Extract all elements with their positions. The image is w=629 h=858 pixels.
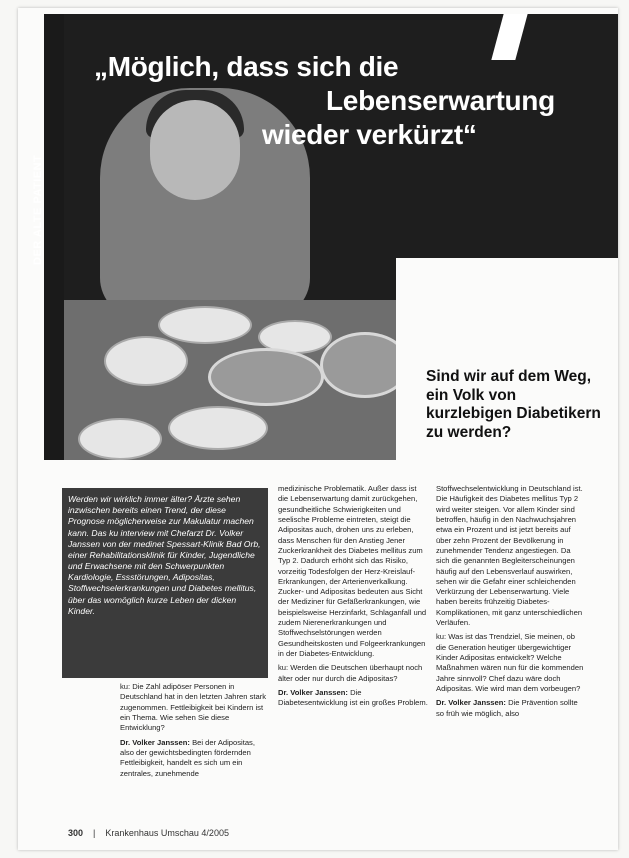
intro-text: Werden wir wirklich immer älter? Ärzte sehen inzwischen bereits einen Trend, der diese Prognose möglicherweise zur Makulatur machen kann. Das ku interview mit Chefarzt Dr. Volker Janssen von der medinet Spessart-Klinik Bad Orb, einer Rehabilitationsklinik für Kinder, Jugendliche und Erwachsene mit den Schwerpunkten Kardiologie, Essstörungen, Adipositas, Stoffwechselerkrankungen und Diabetes mellitus, über das womöglich kurze Leben der dicken Kinder. <box>68 494 261 616</box>
page-footer <box>68 828 229 838</box>
paragraph-text: ku: Werden die Deutschen überhaupt noch älter oder nur durch die Adipositas? <box>278 663 423 683</box>
section-band <box>44 14 64 460</box>
photo-plate <box>168 406 268 450</box>
torn-paper-mark <box>491 14 528 60</box>
speaker-name: Dr. Volker Janssen: <box>120 737 190 747</box>
footer-divider: | <box>93 828 96 838</box>
pull-question: Sind wir auf dem Weg, ein Volk von kurzlebigen Diabetikern zu werden? <box>426 368 601 441</box>
paragraph-text: ku: Was ist das Trendziel, Sie meinen, ob die Generation heutiger übergewichtiger Kinder Adipositas entwickelt? Welche Maßnahmen wären nun für die kommenden Jahre sinnvoll? Chef dazu wäre doch Adipositas. Wie wird man dem vorbeugen? <box>436 632 584 693</box>
speaker-name: Dr. Volker Janssen: <box>278 687 348 697</box>
paragraph-text: Bei der Adipositas, also der gewichtsbedingten fördernden Fettleibigkeit, handelt es sich um ein zentrales, zunehmende <box>120 737 255 778</box>
paragraph-text: Die Prävention sollte so früh wie möglich, also <box>436 698 578 718</box>
photo-plate <box>104 336 188 386</box>
photo-cake <box>208 348 324 406</box>
headline-line-3: wieder verkürzt“ <box>262 119 477 150</box>
photo-plate <box>78 418 162 460</box>
text-column-3 <box>436 484 586 723</box>
section-label: DER ALTE PATIENT <box>32 154 44 265</box>
publication-name: Krankenhaus Umschau 4/2005 <box>105 828 229 838</box>
paragraph <box>120 738 270 779</box>
paragraph <box>120 682 270 734</box>
headline-line-2: Lebenserwartung <box>326 85 555 116</box>
photo-woman-head <box>150 100 240 200</box>
text-column-2 <box>278 484 428 713</box>
paragraph <box>436 632 586 694</box>
speaker-name: Dr. Volker Janssen: <box>436 698 506 708</box>
paragraph-text: Stoffwechselentwicklung in Deutschland ist. Die Häufigkeit des Diabetes mellitus Typ 2 wird weiter steigen. Vor allem Kinder sind betroffen, häufig in den Nachwuchsjahren etwa ein Prozent und ist jetzt bereits auf über zehn Prozent der Bevölkerung in zunehmender Tendenz angestiegen. Da sich die genannten Begleiterscheinungen häufig auf den Lebensverlauf auswirken, sehen wir die Gefahr einer schleichenden Verkürzung der Lebenserwartung. Viele haben bereits frühzeitig Diabetes-Komplikationen, mit ganz unterschiedlichen Verläufen. <box>436 484 583 628</box>
paragraph <box>436 698 586 719</box>
paragraph <box>278 484 428 659</box>
text-column-1 <box>120 682 270 783</box>
paragraph-text: Die Diabetesentwicklung ist ein großes Problem. <box>278 687 428 708</box>
page-number: 300 <box>68 828 84 838</box>
photo-plate <box>158 306 252 344</box>
paragraph-text: ku: Die Zahl adipöser Personen in Deutschland hat in den letzten Jahren stark zugenommen. Fettleibigkeit bei Kindern ist ein Thema. Wie sehen Sie diese Entwicklung? <box>120 682 267 733</box>
paragraph <box>278 663 428 684</box>
paragraph <box>436 484 586 628</box>
paragraph <box>278 688 428 709</box>
paragraph-text: medizinische Problematik. Außer dass ist die Lebenserwartung damit zurückgehen, gesundheitliche Schwierigkeiten und seelische Probleme eintreten, steigt die Adipositas auch, drohen uns zu erleben, dass Menschen für den Anstieg Jener Zuckerkrankheit des Diabetes mellitus zum Typ 2. Dadurch erhöht sich das Risiko, vorzeitig Todesfolgen der Herz-Kreislauf-Erkrankungen, der Arterienverkalkung. Zucker- und Adipositas bedeuten aus Sicht der Mediziner für Gefäßerkrankungen, wie beispielsweise Herzinfarkt, Schlaganfall und zudem Nierenerkrankungen und Stoffwechselstörungen werden Gesundheitskosten und Folgeerkrankungen in der Diabetes-Entwicklung. <box>278 484 427 658</box>
headline-line-1: „Möglich, dass sich die <box>94 51 399 82</box>
